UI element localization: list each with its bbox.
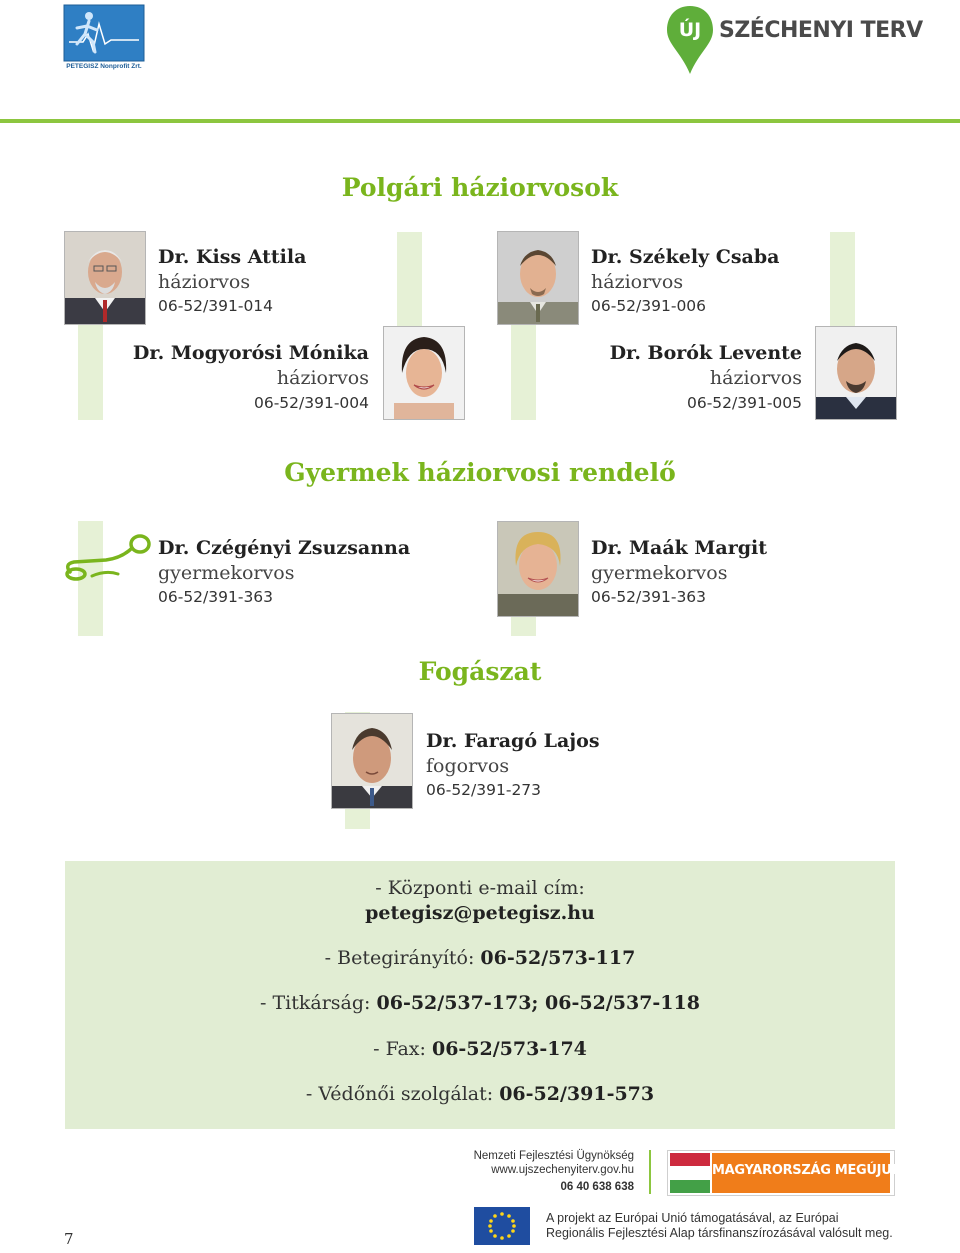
stethoscope-icon [62,530,152,586]
agency-web[interactable]: www.ujszechenyiterv.gov.hu [491,1164,634,1176]
referral-line [65,947,895,969]
secretariat-line [65,992,895,1014]
fax-label: - Fax: [373,1038,426,1060]
doctor-photo [331,713,413,809]
doctor-phone: 06-52/391-005 [686,394,802,412]
szechenyi-terv-logo [665,4,923,76]
doctor-role: háziorvos [591,271,684,293]
doctor-photo [497,231,579,325]
doctor-name: Dr. Székely Csaba [591,246,780,268]
running-figure-logo-icon [63,4,145,72]
program-badge: ÚJ [678,19,702,41]
doctor-phone: 06-52/391-363 [591,588,707,606]
doctor-phone: 06-52/391-014 [158,297,274,315]
nurse-phone: 06-52/391-573 [499,1083,655,1105]
doctor-phone: 06-52/391-363 [158,588,274,606]
organization-logo [63,4,145,72]
email-label: - Központi e-mail cím: [375,877,585,899]
email-value[interactable] [65,902,895,924]
section-title-pediatric: Gyermek háziorvosi rendelő [284,458,676,487]
doctor-name: Dr. Faragó Lajos [426,730,600,752]
doctor-role: háziorvos [276,367,369,389]
eu-funding-line-1: A projekt az Európai Unió támogatásával, az Európai [546,1211,839,1225]
doctor-photo [64,231,146,325]
fax-number: 06-52/573-174 [431,1038,587,1060]
email-link[interactable]: petegisz@petegisz.hu [365,902,595,924]
megujul-banner [667,1150,900,1196]
secretariat-phone: 06-52/537-173; 06-52/537-118 [376,992,700,1014]
organization-logo-text: PETEGISZ Nonprofit Zrt. [66,63,142,70]
eu-funding-line-2: Regionális Fejlesztési Alap társfinanszírozásával valósult meg. [546,1226,893,1240]
doctor-role: gyermekorvos [591,562,728,584]
section-title-dental: Fogászat [418,657,542,686]
doctor-photo [815,326,897,420]
section-title-gp: Polgári háziorvosok [341,173,619,202]
doctor-phone: 06-52/391-006 [591,297,707,315]
doctor-role: háziorvos [158,271,251,293]
doctor-name: Dr. Mogyorósi Mónika [132,342,369,364]
doctor-role: gyermekorvos [158,562,295,584]
referral-phone: 06-52/573-117 [480,947,636,969]
eu-flag-icon [474,1207,530,1245]
banner-text: MAGYARORSZÁG MEGÚJUL [712,1163,900,1178]
referral-label: - Betegirányító: [324,947,475,969]
secretariat-label: - Titkárság: [260,992,371,1014]
doctor-name: Dr. Kiss Attila [158,246,307,268]
agency-name: Nemzeti Fejlesztési Ügynökség [473,1150,634,1162]
doctor-phone: 06-52/391-004 [253,394,369,412]
doctor-name: Dr. Maák Margit [591,537,768,559]
agency-phone: 06 40 638 638 [560,1181,634,1193]
nurse-label: - Védőnői szolgálat: [305,1083,494,1105]
footer-divider [649,1150,651,1194]
doctor-photo [497,521,579,617]
program-name: SZÉCHENYI TERV [719,18,923,43]
hungarian-flag-icon [670,1153,710,1193]
doctor-name: Dr. Czégényi Zsuzsanna [158,537,411,559]
nurse-line [65,1083,895,1105]
header-divider [0,119,960,123]
doctor-phone: 06-52/391-273 [426,781,542,799]
page-number: 7 [64,1230,74,1248]
contact-box [65,861,895,1129]
doctor-role: fogorvos [426,755,510,777]
doctor-name: Dr. Borók Levente [609,342,802,364]
fax-line [65,1038,895,1060]
doctor-role: háziorvos [709,367,802,389]
doctor-photo [383,326,465,420]
